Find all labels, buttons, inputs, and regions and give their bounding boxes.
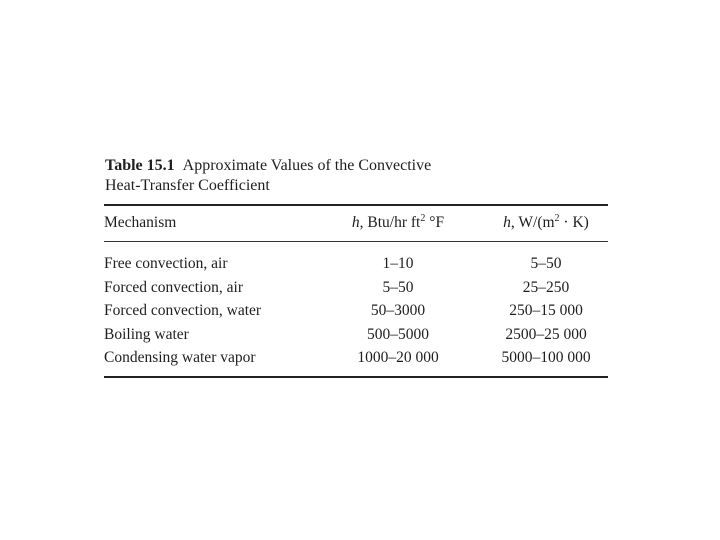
cell-btu: 500–5000 [367, 325, 429, 343]
cell-si: 5–50 [530, 255, 562, 272]
cell-mechanism: Forced convection, water [104, 302, 262, 320]
table-title-line1: Approximate Values of the Convective [182, 157, 432, 174]
table-row [104, 242, 608, 276]
cell-si: 25–250 [522, 278, 570, 296]
table-row [104, 346, 608, 370]
header-row [104, 206, 608, 241]
table-number: Table 15.1 [105, 157, 175, 174]
table-row [104, 276, 608, 300]
header-si: h, $W/(m^2 \cdot K)$ [503, 213, 589, 231]
cell-mechanism: Free convection, air [104, 255, 228, 272]
table-15-1 [104, 156, 608, 378]
header-btu: h, Btu/hr $ft^2$ °F [351, 213, 445, 231]
header-mechanism: Mechanism [104, 214, 177, 231]
cell-mechanism: Condensing water vapor [104, 349, 256, 367]
cell-btu: 50–3000 [370, 302, 426, 320]
table-row [104, 299, 608, 323]
cell-si: 250–15 000 [509, 302, 583, 320]
cell-mechanism: Forced convection, air [104, 278, 244, 296]
table-title-line2: Heat-Transfer Coefficient [105, 177, 270, 194]
table-caption [105, 156, 608, 196]
cell-btu: 1–10 [382, 255, 414, 272]
cell-si: 5000–100 000 [501, 349, 591, 367]
cell-mechanism: Boiling water [104, 325, 189, 343]
cell-btu: 5–50 [382, 278, 414, 296]
cell-si: 2500–25 000 [505, 325, 587, 343]
table-row [104, 323, 608, 347]
cell-btu: 1000–20 000 [357, 349, 439, 367]
coefficient-table [104, 206, 608, 370]
bottom-rule [104, 376, 608, 378]
